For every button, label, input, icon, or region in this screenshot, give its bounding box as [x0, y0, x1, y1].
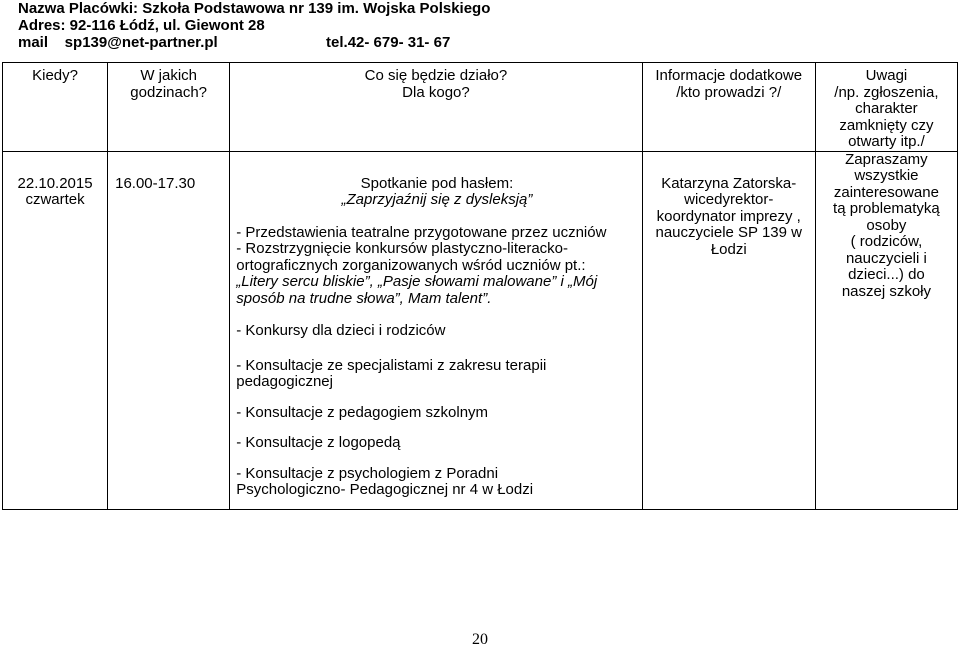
institution-header: [18, 0, 490, 51]
cell-when: [3, 151, 108, 509]
notes-line12: dzieci...) do: [848, 266, 925, 283]
notes-line13: naszej szkoły: [841, 282, 932, 300]
info-line1: Katarzyna Zatorska-: [661, 174, 797, 192]
event-item-6: - Konsultacje z logopedą: [236, 434, 401, 451]
notes-line5: Zapraszamy: [845, 150, 928, 168]
notes-line6: wszystkie: [854, 167, 919, 184]
header-when: [3, 63, 108, 152]
notes-line3: zamknięty czy: [839, 116, 934, 134]
header-notes: [815, 63, 957, 152]
event-item-3: - Konkursy dla dzieci i rodziców: [236, 322, 446, 339]
notes-line10: ( rodziców,: [850, 233, 923, 250]
header-info-line1: Informacje dodatkowe: [655, 67, 803, 84]
header-when-label: Kiedy?: [32, 67, 78, 84]
header-hours-line2: godzinach?: [130, 83, 208, 101]
event-item-2-line4: sposób na trudne słowa”, Mam talent”.: [236, 289, 492, 307]
notes-line8: tą problematyką: [833, 200, 940, 217]
notes-line2: charakter: [855, 100, 918, 117]
event-item-7-line1: - Konsultacje z psychologiem z Poradni: [236, 464, 499, 482]
info-line2: wicedyrektor-: [684, 191, 774, 208]
event-day: czwartek: [25, 191, 85, 208]
institution-name: Nazwa Placówki: Szkoła Podstawowa nr 139 im. Wojska Polskiego: [18, 0, 491, 17]
schedule-table: [2, 62, 958, 510]
event-hours: 16.00-17.30: [115, 174, 196, 192]
event-item-2-line3: „Litery sercu bliskie”, „Pasje słowami malowane” i „Mój: [236, 273, 598, 290]
notes-line7: zainteresowane: [833, 183, 939, 201]
header-what-line2: Dla kogo?: [402, 83, 470, 101]
cell-hours: [108, 151, 230, 509]
institution-contact: mail sp139@net-partner.pl tel.42- 679- 31- 67: [18, 34, 451, 51]
table-row: [3, 151, 958, 509]
header-hours-line1: W jakich: [140, 67, 198, 84]
header-hours: [108, 63, 230, 152]
cell-notes: [815, 151, 957, 509]
event-item-4-line2: pedagogicznej: [236, 373, 333, 390]
event-title-line2: „Zaprzyjaźnij się z dysleksją”: [341, 191, 533, 208]
event-title-line1: Spotkanie pod hasłem:: [360, 174, 514, 192]
institution-address: Adres: 92-116 Łódź, ul. Giewont 28: [18, 17, 265, 34]
info-line4: nauczyciele SP 139 w: [655, 224, 802, 241]
event-date: 22.10.2015: [17, 174, 93, 192]
header-info: [642, 63, 815, 152]
notes-line11: nauczycieli i: [845, 249, 927, 267]
header-what: [230, 63, 642, 152]
event-item-2-line2: ortograficznych zorganizowanych wśród uczniów pt.:: [236, 256, 586, 274]
table-header-row: [3, 63, 958, 152]
cell-info: [642, 151, 815, 509]
notes-line9: osoby: [866, 216, 907, 234]
notes-line1: /np. zgłoszenia,: [834, 83, 939, 101]
event-item-2-line1: - Rozstrzygnięcie konkursów plastyczno-literacko-: [236, 240, 569, 257]
event-item-5: - Konsultacje z pedagogiem szkolnym: [236, 403, 489, 421]
event-item-1: - Przedstawienia teatralne przygotowane przez uczniów: [236, 223, 607, 241]
header-info-line2: /kto prowadzi ?/: [676, 83, 782, 101]
header-notes-line1: Uwagi: [865, 67, 908, 84]
header-what-line1: Co się będzie działo?: [364, 67, 508, 84]
cell-what: [230, 151, 642, 509]
page-number: 20: [472, 631, 488, 648]
notes-line4: otwarty itp./: [848, 133, 925, 150]
info-line5: Łodzi: [710, 240, 747, 258]
event-item-4-line1: - Konsultacje ze specjalistami z zakresu terapii: [236, 356, 547, 374]
event-item-7-line2: Psychologiczno- Pedagogicznej nr 4 w Łodzi: [236, 481, 534, 498]
info-line3: koordynator imprezy ,: [656, 207, 801, 225]
